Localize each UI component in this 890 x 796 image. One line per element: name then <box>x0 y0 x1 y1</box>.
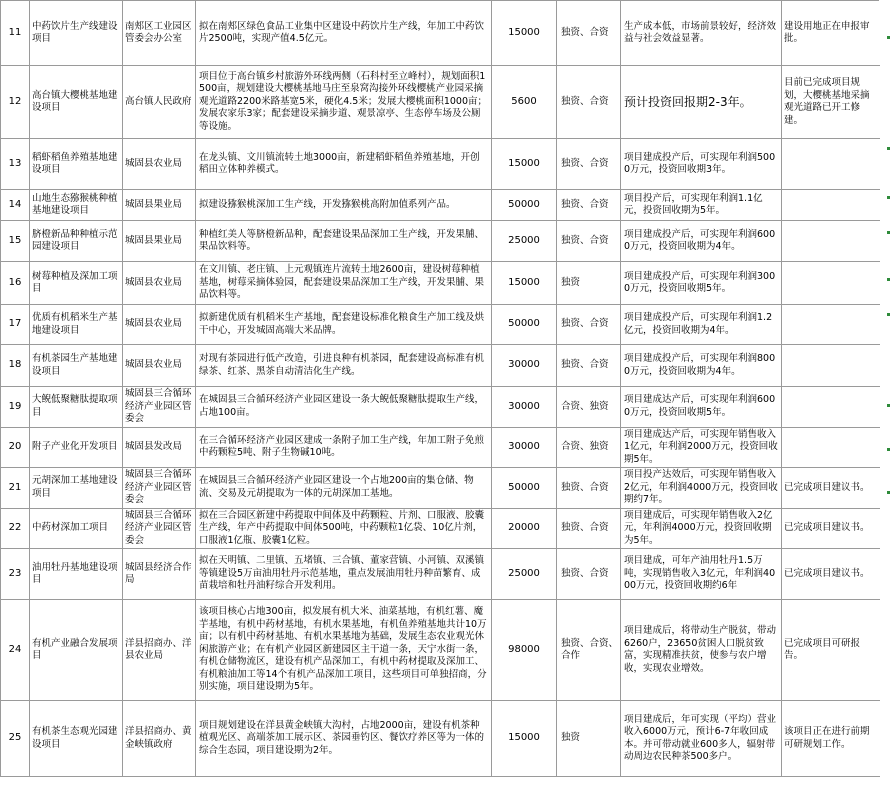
row-number: 19 <box>1 387 30 428</box>
cooperation-mode: 合资、独资 <box>557 427 621 468</box>
expected-return: 项目建成达产后，可实现年销售收入1亿元，年利润2000万元，投资回收期5年。 <box>621 427 782 468</box>
project-progress <box>782 387 880 428</box>
expected-return: 项目建成，可年产油用牡丹1.5万吨，实现销售收入3亿元，年利润4000万元，投资回收期约6年 <box>621 549 782 600</box>
cooperation-mode: 独资、合资 <box>557 221 621 262</box>
project-progress <box>782 190 880 221</box>
expected-return: 生产成本低，市场前景较好，经济效益与社会效益显著。 <box>621 1 782 66</box>
responsible-unit: 城固县发改局 <box>123 427 196 468</box>
investment-amount: 15000 <box>492 262 557 305</box>
project-name: 树莓种植及深加工项目 <box>30 262 123 305</box>
row-number: 16 <box>1 262 30 305</box>
row-number: 18 <box>1 345 30 387</box>
cooperation-mode: 独资、合资 <box>557 508 621 549</box>
table-row <box>1 387 890 428</box>
project-description: 拟在三合园区新建中药提取中间体及中药颗粒、片剂、口服液、胶囊生产线，年产中药提取中间体500吨，中药颗粒1亿袋、10亿片剂，口服液1亿瓶、胶囊1亿粒。 <box>196 508 492 549</box>
project-progress: 目前已完成项目规划，大樱桃基地采摘观光道路已开工修建。 <box>782 66 880 139</box>
cooperation-mode: 独资、合资 <box>557 139 621 190</box>
table-row <box>1 600 890 701</box>
cooperation-mode: 独资、合资 <box>557 305 621 345</box>
investment-amount: 15000 <box>492 139 557 190</box>
responsible-unit: 城固县农业局 <box>123 345 196 387</box>
project-name: 有机产业融合发展项目 <box>30 600 123 701</box>
project-description: 拟在天明镇、二里镇、五堵镇、三合镇、董家营镇、小河镇、双溪镇等镇建设5万亩油用牡丹示范基地，重点发展油用牡丹种苗繁育、成苗栽培和牡丹油籽综合开发利用。 <box>196 549 492 600</box>
project-description: 在城固县三合循环经济产业园区建设一条大鲵低聚糖肽提取生产线，占地100亩。 <box>196 387 492 428</box>
project-name: 中药材深加工项目 <box>30 508 123 549</box>
responsible-unit: 城固县果业局 <box>123 221 196 262</box>
expected-return: 项目建成投产后，可实现年利润6000万元，投资回收期为4年。 <box>621 221 782 262</box>
project-name: 脐橙新品种种植示范园建设项目 <box>30 221 123 262</box>
row-number: 13 <box>1 139 30 190</box>
project-name: 稻虾稻鱼养殖基地建设项目 <box>30 139 123 190</box>
table-row <box>1 701 890 777</box>
project-description: 在城固县三合循环经济产业园区建设一个占地200亩的集仓储、物流、交易及元胡提取为一体的元胡深加工基地。 <box>196 468 492 509</box>
project-progress: 已完成项目建议书。 <box>782 549 880 600</box>
expected-return: 项目建成投产后，可实现年利润1.2亿元，投资回收期为4年。 <box>621 305 782 345</box>
project-progress: 该项目正在进行前期可研规划工作。 <box>782 701 880 777</box>
investment-amount: 50000 <box>492 190 557 221</box>
responsible-unit: 南郏区工业园区管委会办公室 <box>123 1 196 66</box>
project-name: 有机茶园生产基地建设项目 <box>30 345 123 387</box>
project-name: 大鲵低聚糖肽提取项目 <box>30 387 123 428</box>
cooperation-mode: 独资 <box>557 262 621 305</box>
row-number: 25 <box>1 701 30 777</box>
row-number: 20 <box>1 427 30 468</box>
project-description: 该项目核心占地300亩，拟发展有机大米、油菜基地，有机红薯、魔芋基地，有机中药材基地，有机水果基地，有机鱼养殖基地共计10万亩；以有机中药材基地、有机水果基地为基础，发展生态农业观光休闲旅游产业；在有机产业园区新建园区主干道一条，天宁水街一条，有机仓储物流区，建设有机产品深加工，有机中药材提取及深加工、有机粮油加工等14个有机产品深加工项目，这些项目可单独招商，分别实施，项目建设期为5年。 <box>196 600 492 701</box>
responsible-unit: 洋县招商办、洋县农业局 <box>123 600 196 701</box>
expected-return: 项目建成投产后，可实现年利润5000万元，投资回收期3年。 <box>621 139 782 190</box>
project-progress <box>782 345 880 387</box>
project-description: 拟建设猕猴桃深加工生产线，开发猕猴桃高附加值系列产品。 <box>196 190 492 221</box>
responsible-unit: 城固县农业局 <box>123 305 196 345</box>
project-description: 拟在南郏区绿色食品工业集中区建设中药饮片生产线，年加工中药饮片2500吨，实现产值4.5亿元。 <box>196 1 492 66</box>
row-number: 22 <box>1 508 30 549</box>
row-number: 11 <box>1 1 30 66</box>
responsible-unit: 洋县招商办、黄金峡镇政府 <box>123 701 196 777</box>
table-row <box>1 427 890 468</box>
table-row <box>1 190 890 221</box>
investment-amount: 25000 <box>492 221 557 262</box>
project-progress: 已完成项目建议书。 <box>782 468 880 509</box>
project-progress <box>782 221 880 262</box>
expected-return: 项目投产后，可实现年利润1.1亿元，投资回收期为5年。 <box>621 190 782 221</box>
table-row <box>1 1 890 66</box>
cooperation-mode: 合资、独资 <box>557 387 621 428</box>
row-number: 15 <box>1 221 30 262</box>
project-progress: 建设用地正在申报审批。 <box>782 1 880 66</box>
project-description: 在文川镇、老庄镇、上元观镇连片流转土地2600亩，建设树莓种植基地，树莓采摘体验园，配套建设果品深加工生产线，开发果脯、果品饮料等。 <box>196 262 492 305</box>
responsible-unit: 城固县三合循环经济产业园区管委会 <box>123 508 196 549</box>
project-progress: 已完成项目可研报告。 <box>782 600 880 701</box>
investment-amount: 98000 <box>492 600 557 701</box>
table-row <box>1 139 890 190</box>
project-description: 拟新建优质有机稻米生产基地，配套建设标准化粮食生产加工线及烘干中心，开发城固高端大米品牌。 <box>196 305 492 345</box>
project-description: 在龙头镇、文川镇流转土地3000亩，新建稻虾稻鱼养殖基地，开创稻田立体种养模式。 <box>196 139 492 190</box>
table-row <box>1 221 890 262</box>
cooperation-mode: 独资、合资 <box>557 66 621 139</box>
investment-amount: 5600 <box>492 66 557 139</box>
project-name: 附子产业化开发项目 <box>30 427 123 468</box>
project-description: 项目位于高台镇乡村旅游外环线两侧（石科村至立峰村），规划面积1500亩，规划建设大樱桃基地马庄至泉窝沟接外环线樱桃产业园采摘观光道路2200米路基宽5米，硬化4.5米；发展大樱桃面积1000亩；发展农家乐3家；配套建设采摘步道、观景凉亭、生态停车场及公厕等设施。 <box>196 66 492 139</box>
responsible-unit: 高台镇人民政府 <box>123 66 196 139</box>
project-name: 中药饮片生产线建设项目 <box>30 1 123 66</box>
table-row <box>1 262 890 305</box>
project-name: 元胡深加工基地建设项目 <box>30 468 123 509</box>
project-description: 项目规划建设在洋县黄金峡镇大沟村，占地2000亩，建设有机茶种植观光区、高端茶加工展示区、茶园垂钓区、餐饮疗养区等为一体的综合生态园，项目建设期为2年。 <box>196 701 492 777</box>
cooperation-mode: 独资、合资 <box>557 190 621 221</box>
row-number: 24 <box>1 600 30 701</box>
investment-amount: 15000 <box>492 701 557 777</box>
cooperation-mode: 独资、合资 <box>557 468 621 509</box>
investment-amount: 25000 <box>492 549 557 600</box>
project-name: 优质有机稻米生产基地建设项目 <box>30 305 123 345</box>
expected-return: 项目建成投产后，可实现年利润3000万元，投资回收期5年。 <box>621 262 782 305</box>
project-progress <box>782 262 880 305</box>
responsible-unit: 城固县农业局 <box>123 139 196 190</box>
cooperation-mode: 独资 <box>557 701 621 777</box>
responsible-unit: 城固县农业局 <box>123 262 196 305</box>
investment-amount: 30000 <box>492 427 557 468</box>
project-name: 油用牡丹基地建设项目 <box>30 549 123 600</box>
table-row <box>1 508 890 549</box>
expected-return: 项目建成后，将带动生产脱贫，带动6260户，23650贫困人口脱贫致富，实现精准扶贫，使参与农户增收，实现农业增效。 <box>621 600 782 701</box>
table-row <box>1 549 890 600</box>
expected-return: 项目建成投产后，可实现年利润8000万元，投资回收期为4年。 <box>621 345 782 387</box>
table-row <box>1 468 890 509</box>
project-progress <box>782 427 880 468</box>
investment-amount: 15000 <box>492 1 557 66</box>
responsible-unit: 城固县经济合作局 <box>123 549 196 600</box>
responsible-unit: 城固县三合循环经济产业园区管委会 <box>123 468 196 509</box>
table-row <box>1 345 890 387</box>
project-name: 有机茶生态观光园建设项目 <box>30 701 123 777</box>
project-name: 山地生态猕猴桃种植基地建设项目 <box>30 190 123 221</box>
project-description: 在三合循环经济产业园区建成一条附子加工生产线，年加工附子免煎中药颗粒5吨、附子生物碱10吨。 <box>196 427 492 468</box>
project-progress <box>782 139 880 190</box>
investment-amount: 30000 <box>492 345 557 387</box>
investment-amount: 20000 <box>492 508 557 549</box>
row-number: 23 <box>1 549 30 600</box>
row-number: 14 <box>1 190 30 221</box>
cooperation-mode: 独资、合资 <box>557 345 621 387</box>
row-number: 21 <box>1 468 30 509</box>
responsible-unit: 城固县三合循环经济产业园区管委会 <box>123 387 196 428</box>
responsible-unit: 城固县果业局 <box>123 190 196 221</box>
cooperation-mode: 独资、合资 <box>557 549 621 600</box>
expected-return: 项目投产达效后，可实现年销售收入2亿元，年利润4000万元，投资回收期约7年。 <box>621 468 782 509</box>
cooperation-mode: 独资、合资 <box>557 1 621 66</box>
investment-amount: 50000 <box>492 305 557 345</box>
expected-return: 预计投资回报期2-3年。 <box>621 66 782 139</box>
expected-return: 项目建成后，可实现年销售收入2亿元，年利润4000万元，投资回收期为5年。 <box>621 508 782 549</box>
expected-return: 项目建成后，年可实现（平均）营业收入6000万元，预计6-7年收回成本。并可带动就业600多人，辐射带动周边农民种茶500多户。 <box>621 701 782 777</box>
row-number: 17 <box>1 305 30 345</box>
project-description: 对现有茶园进行低产改造，引进良种有机茶园，配套建设高标准有机绿茶、红茶、黑茶自动清洁化生产线。 <box>196 345 492 387</box>
project-description: 种植红美人等脐橙新品种，配套建设果品深加工生产线，开发果脯、果品饮料等。 <box>196 221 492 262</box>
expected-return: 项目建成达产后，可实现年利润6000万元，投资回收期5年。 <box>621 387 782 428</box>
project-progress: 已完成项目建议书。 <box>782 508 880 549</box>
table-row <box>1 66 890 139</box>
investment-amount: 30000 <box>492 387 557 428</box>
row-number: 12 <box>1 66 30 139</box>
table-row <box>1 305 890 345</box>
investment-amount: 50000 <box>492 468 557 509</box>
project-name: 高台镇大樱桃基地建设项目 <box>30 66 123 139</box>
project-progress <box>782 305 880 345</box>
cooperation-mode: 独资、合资、合作 <box>557 600 621 701</box>
